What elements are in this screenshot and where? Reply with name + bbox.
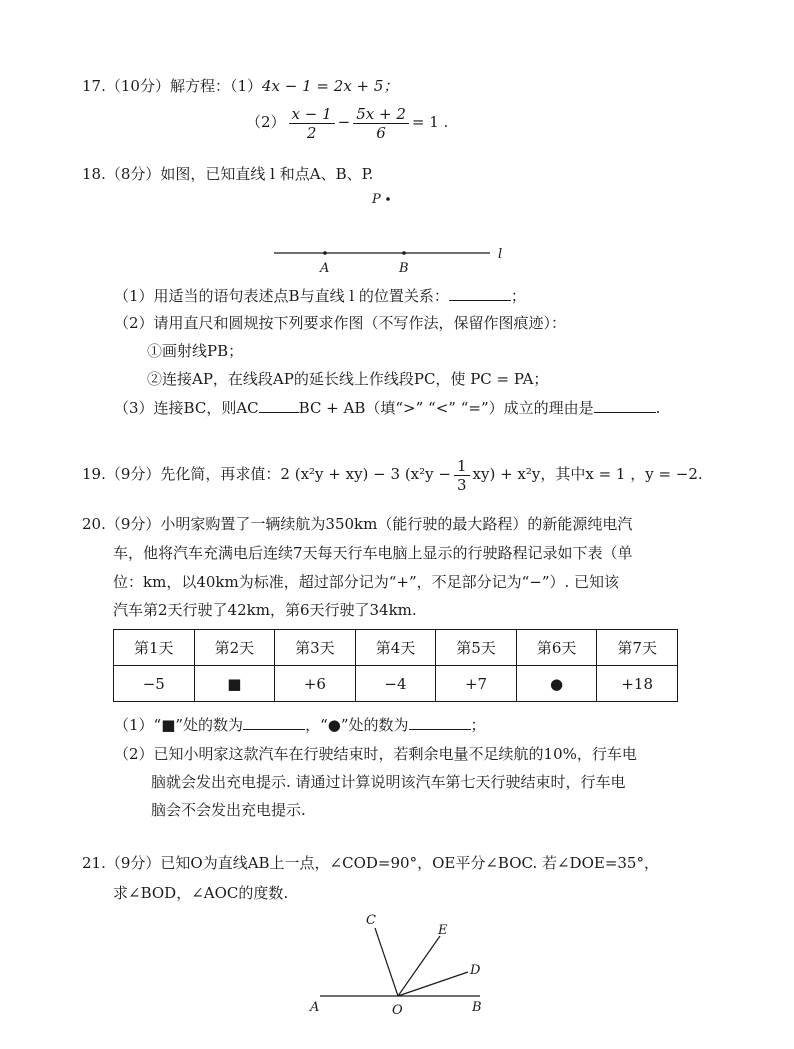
q18-score: （8分） bbox=[105, 165, 161, 183]
q21-line1-text: 已知O为直线AB上一点，∠COD=90°，OE平分∠BOC. 若∠DOE=35°， bbox=[160, 854, 659, 872]
q17-score: （10分） bbox=[105, 77, 170, 95]
q21-ray-OC bbox=[375, 928, 398, 996]
q20-line1 bbox=[82, 514, 632, 534]
table-header-row bbox=[114, 630, 678, 666]
q17-fraction-1-numerator: x − 1 bbox=[289, 105, 335, 124]
q17-intro: 解方程： bbox=[169, 77, 230, 95]
table-row bbox=[114, 666, 678, 702]
q18-part2: （2）请用直尺和圆规按下列要求作图（不写作法，保留作图痕迹）： bbox=[114, 314, 567, 332]
q20-part1-blank-2[interactable] bbox=[409, 717, 471, 730]
q21-number: 21. bbox=[82, 854, 106, 872]
q17-number: 17. bbox=[82, 77, 106, 95]
q18-part1 bbox=[114, 286, 526, 306]
q20-part2-line1: （2）已知小明家这款汽车在行驶结束时，若剩余电量不足续航的10%，行车电 bbox=[114, 745, 637, 763]
q21-score: （9分） bbox=[105, 854, 161, 872]
q21-line1 bbox=[82, 853, 659, 873]
table-header-cell: 第1天 bbox=[114, 630, 195, 666]
q19-text-a: 先化简，再求值：2 (x²y + xy) − 3 (x²y − bbox=[160, 465, 451, 483]
q18-part2-a: ①画射线PB； bbox=[147, 342, 244, 360]
q18-part3-text-a: （3）连接BC，则AC bbox=[114, 399, 259, 417]
q17-line2 bbox=[246, 104, 448, 142]
table-cell: +7 bbox=[436, 666, 517, 702]
q17-part2-label: （2） bbox=[246, 113, 286, 131]
q18-part2-b: ②连接AP，在线段AP的延长线上作线段PC，使 PC = PA； bbox=[147, 370, 549, 388]
q17-fraction-1 bbox=[289, 105, 335, 142]
q18-label-A: A bbox=[320, 261, 330, 276]
q21-label-D: D bbox=[470, 963, 481, 978]
q18-figure bbox=[260, 185, 520, 280]
q21-line2: 求∠BOD，∠AOC的度数. bbox=[113, 884, 289, 902]
q17-fraction-2-denominator: 6 bbox=[376, 123, 386, 142]
q20-mileage-table bbox=[113, 629, 678, 702]
q18-line1 bbox=[82, 164, 373, 184]
q18-part3-text-b: BC + AB（填“>” “<” “=”）成立的理由是 bbox=[298, 399, 594, 417]
q21-label-O: O bbox=[392, 1003, 403, 1018]
q20-part1 bbox=[114, 715, 486, 735]
q18-point-P bbox=[386, 197, 390, 201]
q19-text-b: xy) + x²y，其中x = 1 ，y = −2. bbox=[472, 465, 703, 483]
q20-line2: 车，他将汽车充满电后连续7天每天行车电脑上显示的行驶路程记录如下表（单 bbox=[113, 544, 633, 562]
q20-score: （9分） bbox=[105, 515, 161, 533]
q20-part1-text-a: （1）“■”处的数为 bbox=[114, 716, 244, 734]
q18-part1-blank[interactable] bbox=[449, 288, 511, 301]
q20-part1-text-b: ，“●”处的数为 bbox=[305, 716, 409, 734]
q19-score: （9分） bbox=[105, 465, 161, 483]
q20-line3: 位：km，以40km为标准，超过部分记为“+”，不足部分记为“−”）. 已知该 bbox=[113, 573, 620, 591]
q20-line1-text: 小明家购置了一辆续航为350km（能行驶的最大路程）的新能源纯电汽 bbox=[160, 515, 633, 533]
q21-figure bbox=[300, 910, 500, 1020]
q19-fraction-denominator: 3 bbox=[456, 475, 467, 494]
q17-part1-equation: 4x − 1 = 2x + 5； bbox=[262, 77, 399, 95]
table-cell: +6 bbox=[275, 666, 356, 702]
table-cell: −4 bbox=[355, 666, 436, 702]
q18-number: 18. bbox=[82, 165, 106, 183]
q21-ray-OE bbox=[398, 936, 440, 996]
table-header-cell: 第4天 bbox=[355, 630, 436, 666]
table-cell: −5 bbox=[114, 666, 195, 702]
q17-part1-label: （1） bbox=[229, 77, 263, 95]
q17-rhs: = 1 . bbox=[411, 113, 449, 131]
q20-part1-blank-1[interactable] bbox=[243, 717, 305, 730]
q18-part3-blank-1[interactable] bbox=[259, 400, 299, 413]
q20-part2-line3: 脑会不会发出充电提示. bbox=[151, 801, 306, 819]
q17-fraction-1-denominator: 2 bbox=[306, 123, 317, 142]
q20-number: 20. bbox=[82, 515, 106, 533]
q18-label-l: l bbox=[498, 247, 503, 262]
q17-fraction-2-numerator: 5x + 2 bbox=[353, 105, 409, 124]
q17-fraction-2 bbox=[353, 105, 409, 142]
table-header-cell: 第2天 bbox=[194, 630, 275, 666]
q17-line1 bbox=[82, 76, 398, 96]
table-cell-square-symbol: ■ bbox=[194, 666, 275, 702]
q19-fraction-numerator: 1 bbox=[454, 457, 470, 476]
q20-part1-end: ； bbox=[470, 716, 486, 734]
q17-minus-sign: − bbox=[337, 113, 351, 131]
q18-part1-text: （1）用适当的语句表述点B与直线 l 的位置关系： bbox=[114, 287, 449, 305]
q18-part3 bbox=[114, 398, 660, 418]
table-cell: +18 bbox=[597, 666, 678, 702]
q18-label-B: B bbox=[399, 261, 409, 276]
table-header-cell: 第3天 bbox=[275, 630, 356, 666]
q18-label-P: P bbox=[372, 192, 381, 207]
table-header-cell: 第6天 bbox=[516, 630, 597, 666]
table-cell-dot-symbol: ● bbox=[516, 666, 597, 702]
q20-part2-line2: 脑就会发出充电提示. 请通过计算说明该汽车第七天行驶结束时，行车电 bbox=[151, 773, 626, 791]
q21-label-C: C bbox=[366, 913, 376, 928]
q18-point-A bbox=[323, 251, 327, 255]
q19-number: 19. bbox=[82, 465, 106, 483]
q21-label-A: A bbox=[310, 1000, 320, 1015]
q18-part1-end: ； bbox=[510, 287, 526, 305]
q19-fraction bbox=[454, 457, 470, 494]
q18-part3-blank-2[interactable] bbox=[594, 400, 656, 413]
table-header-cell: 第7天 bbox=[597, 630, 678, 666]
table-header-cell: 第5天 bbox=[436, 630, 517, 666]
q19-line bbox=[82, 456, 703, 494]
q21-label-E: E bbox=[438, 923, 448, 938]
q18-intro: 如图，已知直线 l 和点A、B、P. bbox=[160, 165, 374, 183]
q18-part3-end: . bbox=[655, 399, 661, 417]
q21-ray-OD bbox=[398, 972, 468, 996]
q18-point-B bbox=[402, 251, 406, 255]
q21-label-B: B bbox=[472, 1000, 482, 1015]
q20-line4: 汽车第2天行驶了42km，第6天行驶了34km. bbox=[113, 601, 417, 619]
